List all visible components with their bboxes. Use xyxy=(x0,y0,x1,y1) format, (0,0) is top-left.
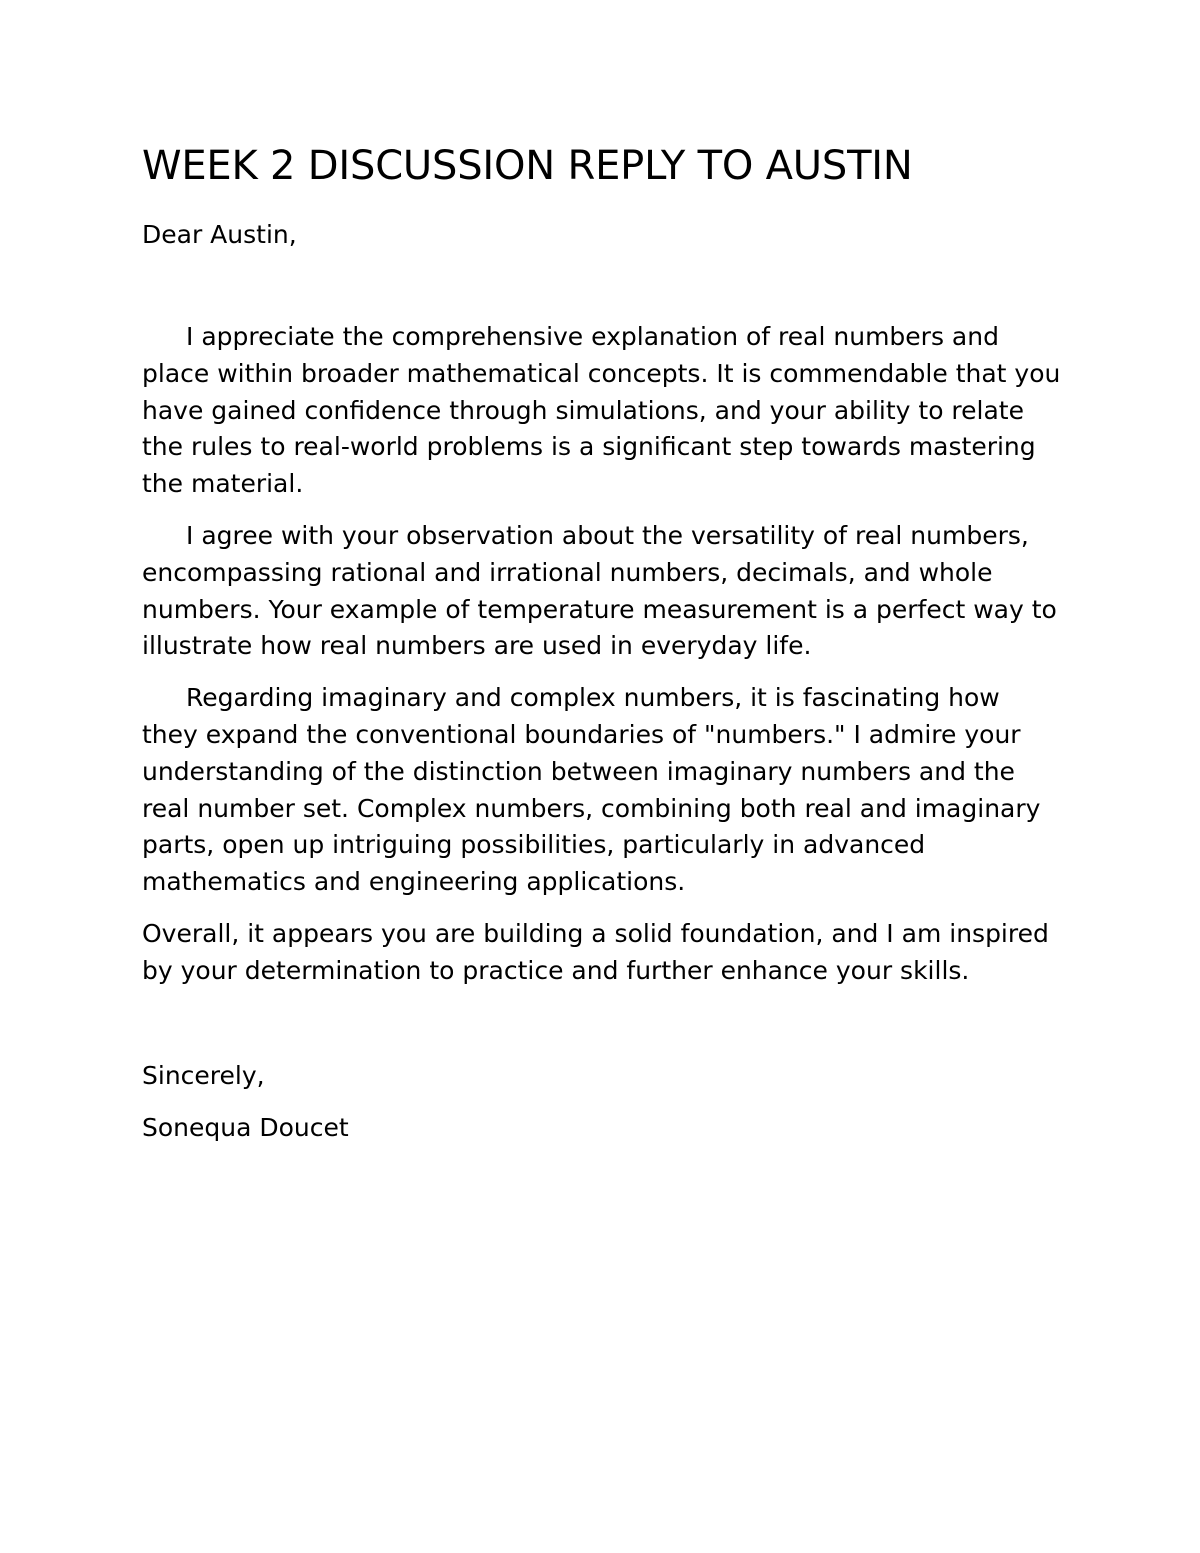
signature: Sonequa Doucet xyxy=(142,1112,349,1142)
blank-line xyxy=(142,1005,1062,1042)
document-body xyxy=(142,140,1062,1146)
document-title: WEEK 2 DISCUSSION REPLY TO AUSTIN xyxy=(142,143,913,189)
blank-line xyxy=(142,268,1062,305)
closing: Sincerely, xyxy=(142,1060,265,1090)
salutation: Dear Austin, xyxy=(142,220,297,249)
paragraph-2: I agree with your observation about the versatility of real numbers, encompassing rational and irrational numbers, decimals, and whole numbers. Your example of temperature measurement is a perfect way to illustrate how real numbers are used in everyday life. xyxy=(142,520,1057,661)
paragraph-3: Regarding imaginary and complex numbers, it is fascinating how they expand the conventional boundaries of "numbers." I admire your understanding of the distinction between imaginary numbers and the real number set. Complex numbers, combining both real and imaginary parts, open up intriguing possibilities, particularly in advanced mathematics and engineering applications. xyxy=(142,683,1041,897)
paragraph-1: I appreciate the comprehensive explanation of real numbers and place within broader mathematical concepts. It is commendable that you have gained confidence through simulations, and your ability to relate the rules to real-world problems is a significant step towards mastering the material. xyxy=(142,322,1061,499)
paragraph-4: Overall, it appears you are building a solid foundation, and I am inspired by your determination to practice and further enhance your skills. xyxy=(142,918,1049,985)
